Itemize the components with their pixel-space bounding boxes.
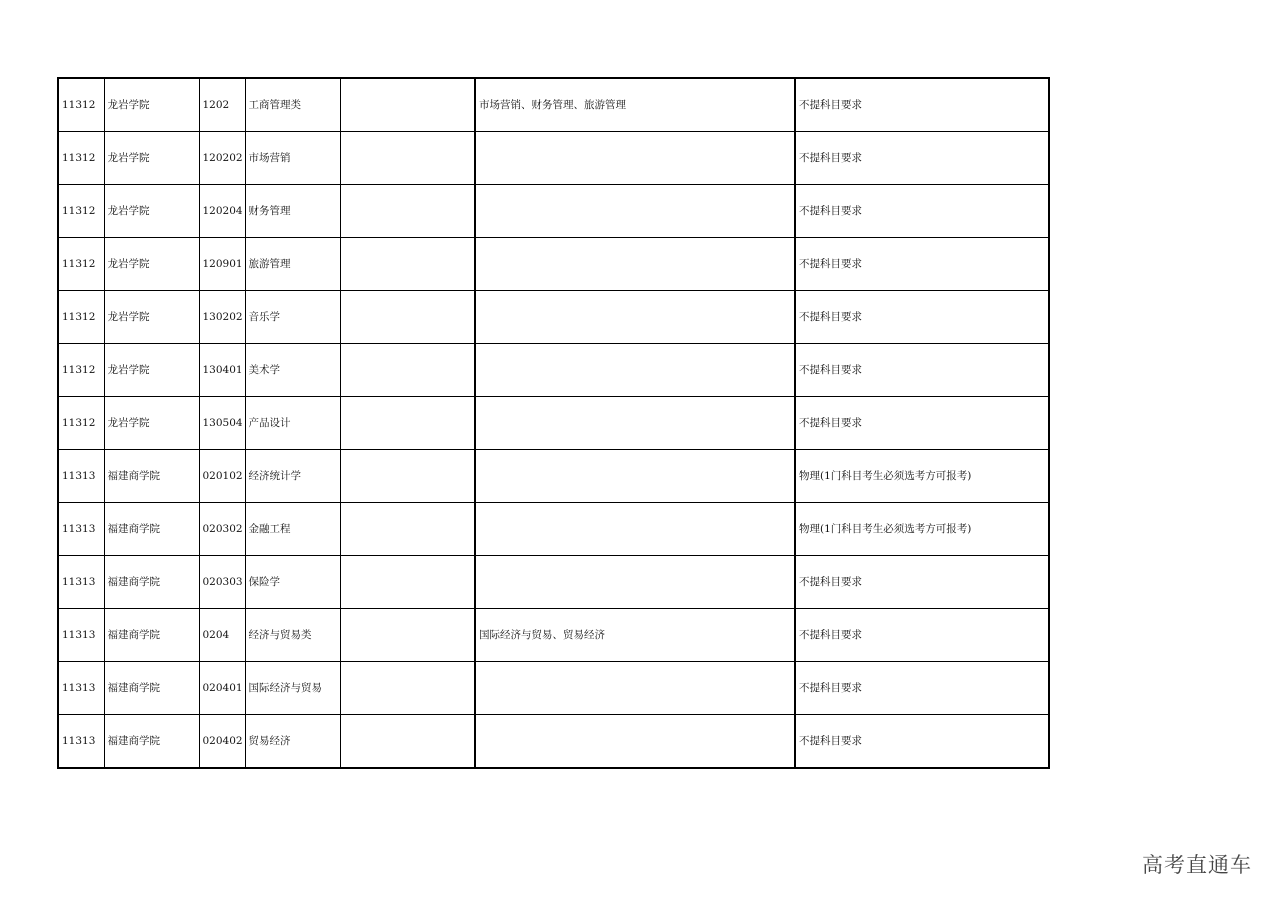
table-row — [58, 185, 1049, 238]
included-majors-cell — [475, 397, 795, 450]
school-code-cell: 11313 — [58, 662, 104, 715]
blank-cell — [340, 238, 475, 291]
blank-cell — [340, 185, 475, 238]
included-majors-cell — [475, 662, 795, 715]
school-code-cell: 11312 — [58, 132, 104, 185]
table-row — [58, 450, 1049, 503]
subject-requirement-cell: 不提科目要求 — [795, 238, 1049, 291]
blank-cell — [340, 344, 475, 397]
subject-requirement-cell: 不提科目要求 — [795, 397, 1049, 450]
subject-requirement-cell: 不提科目要求 — [795, 609, 1049, 662]
major-code-cell: 020402 — [199, 715, 245, 769]
major-name-cell: 产品设计 — [245, 397, 340, 450]
blank-cell — [340, 556, 475, 609]
blank-cell — [340, 715, 475, 769]
included-majors-cell — [475, 238, 795, 291]
watermark-text: 高考直通车 — [1142, 853, 1252, 877]
table-row — [58, 715, 1049, 769]
included-majors-cell — [475, 132, 795, 185]
major-name-cell: 经济与贸易类 — [245, 609, 340, 662]
included-majors-cell: 国际经济与贸易、贸易经济 — [475, 609, 795, 662]
blank-cell — [340, 397, 475, 450]
major-code-cell: 130504 — [199, 397, 245, 450]
major-name-cell: 市场营销 — [245, 132, 340, 185]
school-name-cell: 龙岩学院 — [104, 132, 199, 185]
school-name-cell: 福建商学院 — [104, 609, 199, 662]
included-majors-cell — [475, 291, 795, 344]
table-row — [58, 397, 1049, 450]
school-code-cell: 11313 — [58, 556, 104, 609]
school-name-cell: 福建商学院 — [104, 503, 199, 556]
table-row — [58, 238, 1049, 291]
included-majors-cell — [475, 556, 795, 609]
major-name-cell: 财务管理 — [245, 185, 340, 238]
major-name-cell: 经济统计学 — [245, 450, 340, 503]
major-name-cell: 旅游管理 — [245, 238, 340, 291]
table-row — [58, 609, 1049, 662]
blank-cell — [340, 78, 475, 132]
subject-requirement-cell: 不提科目要求 — [795, 78, 1049, 132]
school-name-cell: 龙岩学院 — [104, 185, 199, 238]
subject-requirement-cell: 不提科目要求 — [795, 556, 1049, 609]
major-name-cell: 保险学 — [245, 556, 340, 609]
blank-cell — [340, 662, 475, 715]
school-code-cell: 11313 — [58, 450, 104, 503]
table-row — [58, 556, 1049, 609]
school-name-cell: 龙岩学院 — [104, 238, 199, 291]
included-majors-cell — [475, 450, 795, 503]
blank-cell — [340, 609, 475, 662]
school-name-cell: 福建商学院 — [104, 556, 199, 609]
subject-requirement-cell: 不提科目要求 — [795, 662, 1049, 715]
table-row — [58, 78, 1049, 132]
school-name-cell: 福建商学院 — [104, 450, 199, 503]
major-name-cell: 美术学 — [245, 344, 340, 397]
included-majors-cell — [475, 344, 795, 397]
school-code-cell: 11312 — [58, 344, 104, 397]
major-code-cell: 120202 — [199, 132, 245, 185]
blank-cell — [340, 503, 475, 556]
school-code-cell: 11312 — [58, 397, 104, 450]
major-name-cell: 贸易经济 — [245, 715, 340, 769]
school-name-cell: 福建商学院 — [104, 715, 199, 769]
table-row — [58, 291, 1049, 344]
subject-requirement-cell: 不提科目要求 — [795, 291, 1049, 344]
subject-requirement-cell: 不提科目要求 — [795, 132, 1049, 185]
subject-requirement-cell: 不提科目要求 — [795, 344, 1049, 397]
table-body — [58, 78, 1049, 768]
school-code-cell: 11313 — [58, 715, 104, 769]
school-name-cell: 龙岩学院 — [104, 78, 199, 132]
school-code-cell: 11312 — [58, 185, 104, 238]
major-code-cell: 020102 — [199, 450, 245, 503]
school-name-cell: 福建商学院 — [104, 662, 199, 715]
major-name-cell: 金融工程 — [245, 503, 340, 556]
major-code-cell: 0204 — [199, 609, 245, 662]
major-code-cell: 020401 — [199, 662, 245, 715]
major-code-cell: 1202 — [199, 78, 245, 132]
school-code-cell: 11312 — [58, 78, 104, 132]
school-code-cell: 11312 — [58, 291, 104, 344]
school-code-cell: 11312 — [58, 238, 104, 291]
school-name-cell: 龙岩学院 — [104, 344, 199, 397]
school-name-cell: 龙岩学院 — [104, 397, 199, 450]
table-row — [58, 503, 1049, 556]
major-code-cell: 130202 — [199, 291, 245, 344]
table-row — [58, 344, 1049, 397]
included-majors-cell — [475, 503, 795, 556]
major-code-cell: 130401 — [199, 344, 245, 397]
major-code-cell: 020303 — [199, 556, 245, 609]
included-majors-cell — [475, 185, 795, 238]
major-code-cell: 120901 — [199, 238, 245, 291]
subject-requirement-cell: 不提科目要求 — [795, 715, 1049, 769]
major-name-cell: 工商管理类 — [245, 78, 340, 132]
blank-cell — [340, 291, 475, 344]
subject-requirement-cell: 物理(1门科目考生必须选考方可报考) — [795, 450, 1049, 503]
major-name-cell: 音乐学 — [245, 291, 340, 344]
subject-requirement-cell: 不提科目要求 — [795, 185, 1049, 238]
school-code-cell: 11313 — [58, 609, 104, 662]
blank-cell — [340, 450, 475, 503]
included-majors-cell — [475, 715, 795, 769]
school-name-cell: 龙岩学院 — [104, 291, 199, 344]
blank-cell — [340, 132, 475, 185]
table-row — [58, 662, 1049, 715]
admission-requirements-table — [57, 77, 1050, 769]
included-majors-cell: 市场营销、财务管理、旅游管理 — [475, 78, 795, 132]
subject-requirement-cell: 物理(1门科目考生必须选考方可报考) — [795, 503, 1049, 556]
major-name-cell: 国际经济与贸易 — [245, 662, 340, 715]
school-code-cell: 11313 — [58, 503, 104, 556]
table-row — [58, 132, 1049, 185]
major-code-cell: 020302 — [199, 503, 245, 556]
major-code-cell: 120204 — [199, 185, 245, 238]
